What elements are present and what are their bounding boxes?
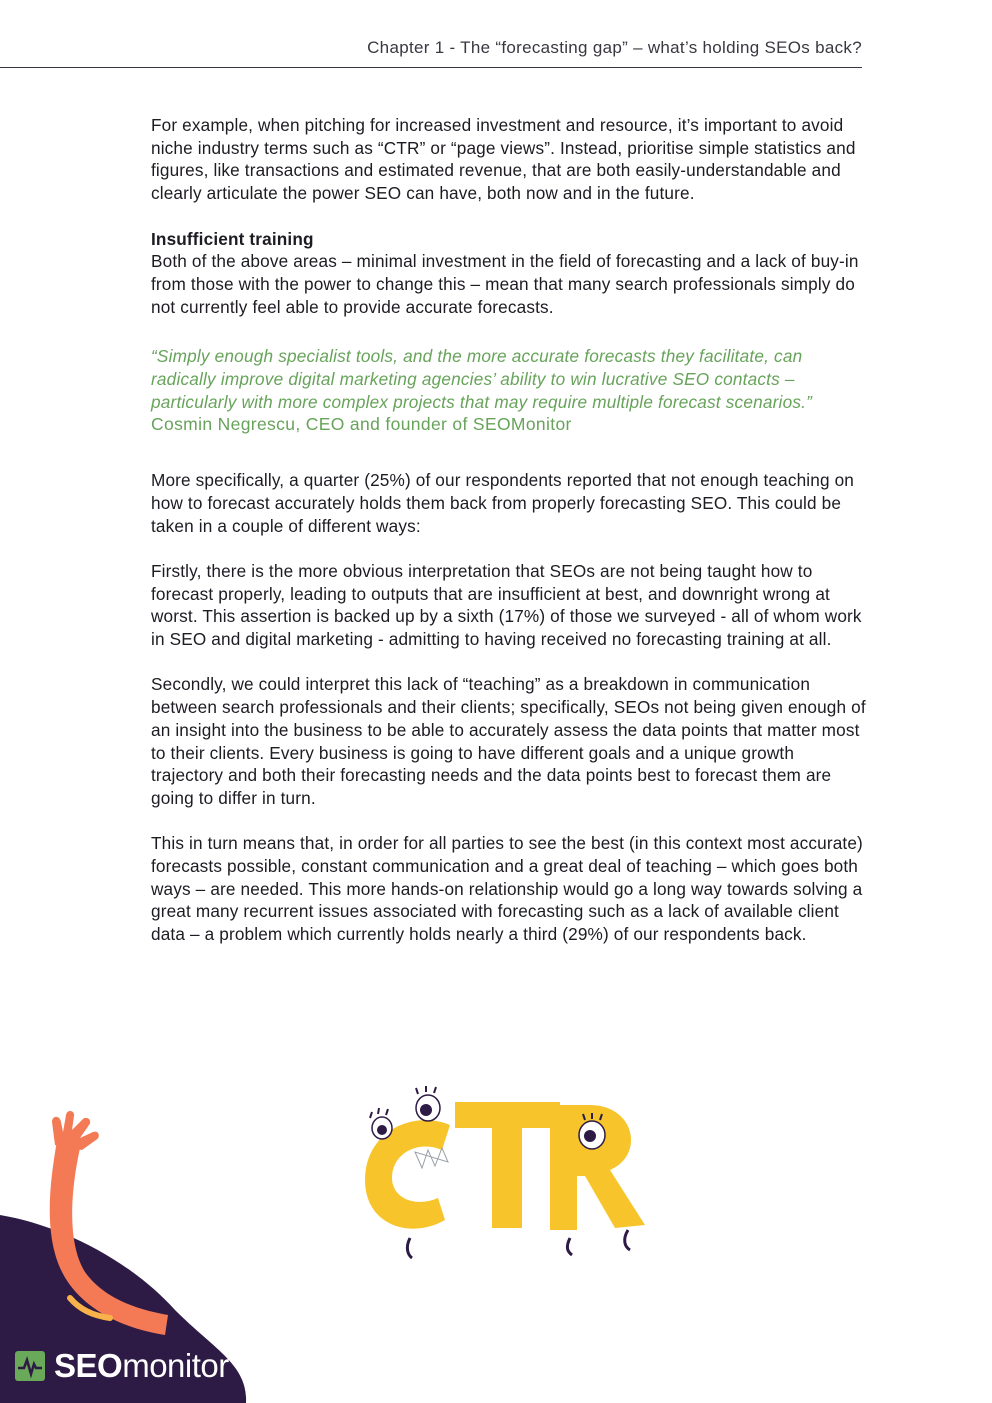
- paragraph-this-in-turn: This in turn means that, in order for all parties to see the best (in this context most accurate) forecasts possible, constant communication and a great deal of teaching – which goes both ways – are needed. This more hands-on relationship would go a long way towards solving a great many recurrent issues associated with forecasting such as a lack of available client data – a problem which currently holds nearly a third (29%) of our respondents back.: [151, 833, 863, 945]
- paragraph-secondly: Secondly, we could interpret this lack of “teaching” as a breakdown in communication between search professionals and their clients; specifically, SEOs not being given enough of an insight into the business to be able to accurately assess the data points that matter most to their clients. Every business is going to have different goals and a unique growth trajectory and both their forecasting needs and the data points best to forecast them are going to differ in turn.: [151, 674, 866, 808]
- pull-quote: “Simply enough specialist tools, and the more accurate forecasts they facilitate, can radically improve digital marketing agencies’ ability to win lucrative SEO contacts – particularly with more complex projects that may require multiple forecast scenarios.”: [151, 346, 813, 412]
- ctr-teeth: [415, 1148, 448, 1168]
- quote-attribution: Cosmin Negrescu, CEO and founder of SEOMonitor: [151, 414, 572, 435]
- logo-text-seo: SEO: [54, 1347, 123, 1384]
- pulse-icon: [14, 1350, 46, 1382]
- section-heading-training: Insufficient training: [151, 228, 314, 249]
- paragraph-quarter: More specifically, a quarter (25%) of our respondents reported that not enough teaching on how to forecast accurately holds them back from properly forecasting SEO. This could be taken in a couple of different ways:: [151, 470, 855, 536]
- seomonitor-logo: [14, 1346, 229, 1386]
- chapter-header: Chapter 1 - The “forecasting gap” – what’s holding SEOs back?: [367, 38, 862, 57]
- paragraph-training: Both of the above areas – minimal investment in the field of forecasting and a lack of buy-in from those with the power to change this – mean that many search professionals simply do not currently feel able to provide accurate forecasts.: [151, 251, 859, 317]
- header-divider: [0, 67, 862, 68]
- leg-1: [407, 1238, 412, 1258]
- paragraph-firstly: Firstly, there is the more obvious interpretation that SEOs are not being taught how to forecast properly, leading to outputs that are insufficient at best, and downright wrong at worst. This assertion is backed up by a sixth (17%) of those we surveyed - all of whom work in SEO and digital marketing - admitting to having received no forecasting training at all.: [151, 560, 862, 650]
- leg-2: [567, 1238, 572, 1255]
- orange-monster-hand: [52, 1111, 99, 1150]
- paragraph-pitching: For example, when pitching for increased investment and resource, it’s important to avoid niche industry terms such as “CTR” or “page views”. Instead, prioritise simple statistics and figures, like transactions and estimated revenue, that are both easily-understandable and clearly articulate the power SEO can have, both now and in the future.: [151, 115, 856, 204]
- leg-3: [625, 1230, 630, 1250]
- ctr-illustration: [360, 1080, 660, 1265]
- letter-t: [455, 1102, 560, 1228]
- logo-text-monitor: monitor: [122, 1347, 229, 1384]
- article-body: [151, 114, 867, 946]
